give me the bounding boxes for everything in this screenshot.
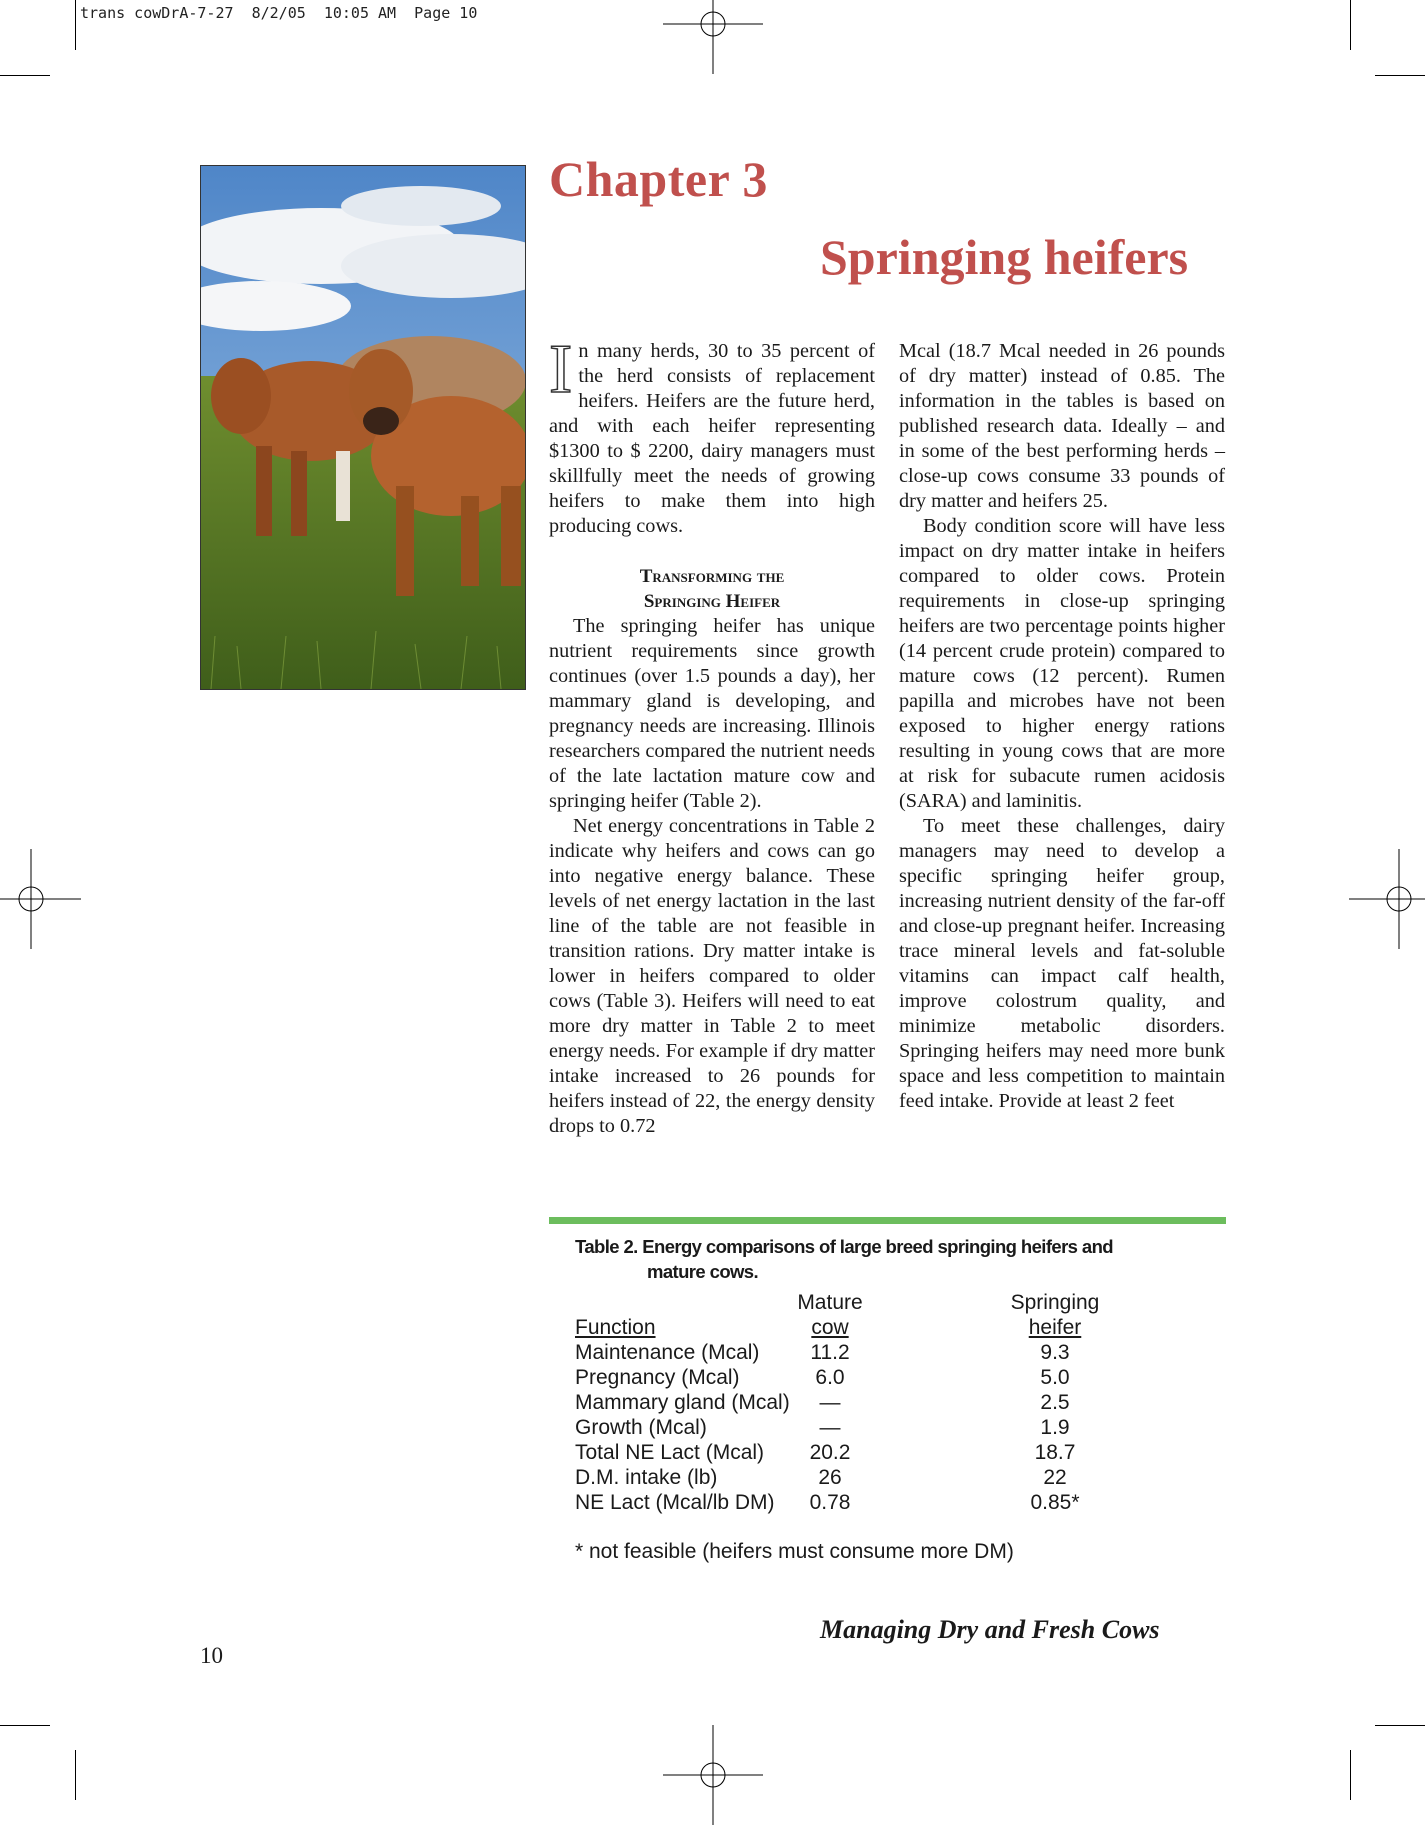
table-footnote: * not feasible (heifers must consume more DM) (575, 1540, 1014, 1563)
table-rule (549, 1217, 1226, 1224)
registration-mark-icon (663, 1725, 763, 1825)
page-title: Springing heifers (820, 229, 1189, 285)
cows-photo-icon (201, 166, 525, 689)
printer-slug: trans cowDrA-7-27 8/2/05 10:05 AM Page 10 (80, 4, 478, 22)
table-caption: Table 2. Energy comparisons of large breed springing heifers and mature cows. (575, 1236, 1113, 1282)
text-column-right (899, 339, 1225, 1114)
registration-mark-icon (0, 849, 81, 949)
registration-mark-icon (1349, 849, 1425, 949)
drop-cap: I (549, 331, 573, 408)
paragraph: Body condition score will have less impact on dry matter intake in heifers compared to older cows. Protein requirements in close-up springing heifers are two percentage points higher (14 percent crude protein) compared to mature cows (12 percent). Rumen papilla and microbes have not been exposed to higher energy rations resulting in young cows that are more at risk for subacute rumen acidosis (SARA) and laminitis. (899, 515, 1225, 812)
section-heading: Transforming the Springing Heifer (639, 566, 785, 612)
paragraph: In many herds, 30 to 35 percent of the herd consists of replacement heifers. Heifers are the future herd, and with each heifer representing $1300 to $ 2200, dairy managers must skillfully meet the needs of growing heifers to make them into high producing cows. (549, 331, 875, 537)
page-number: 10 (200, 1643, 223, 1668)
running-footer: Managing Dry and Fresh Cows (820, 1615, 1160, 1644)
text-column-left (549, 331, 875, 1139)
cows-photo (200, 165, 526, 690)
paragraph: Mcal (18.7 Mcal needed in 26 pounds of dry matter) instead of 0.85. The information in the tables is based on published research data. Ideally – and in some of the best performing herds – close-up cows consume 33 pounds of dry matter and heifers 25. (899, 340, 1225, 512)
registration-mark-icon (663, 0, 763, 74)
paragraph: The springing heifer has unique nutrient requirements since growth continues (over 1.5 pounds a day), her mammary gland is developing, and pregnancy needs are increasing. Illinois researchers compared the nutrient needs of the late lactation mature cow and springing heifer (Table 2). (549, 615, 875, 812)
paragraph: To meet these challenges, dairy managers may need to develop a specific springing heifer group, increasing nutrient density of the far-off and close-up pregnant heifer. Increasing trace mineral levels and fat-soluble vitamins can impact calf health, improve colostrum quality, and minimize metabolic disorders. Springing heifers may need more bunk space and less competition to maintain feed intake. Provide at least 2 feet (899, 815, 1225, 1112)
chapter-heading: Chapter 3 (549, 151, 768, 207)
paragraph: Net energy concentrations in Table 2 indicate why heifers and cows can go into negative energy balance. These levels of net energy lactation in the last line of the table are not feasible in transition rations. Dry matter intake is lower in heifers compared to older cows (Table 3). Heifers will need to eat more dry matter in Table 2 to meet energy needs. For example if dry matter intake increased to 26 pounds for heifers instead of 22, the energy density drops to 0.72 (549, 815, 875, 1137)
